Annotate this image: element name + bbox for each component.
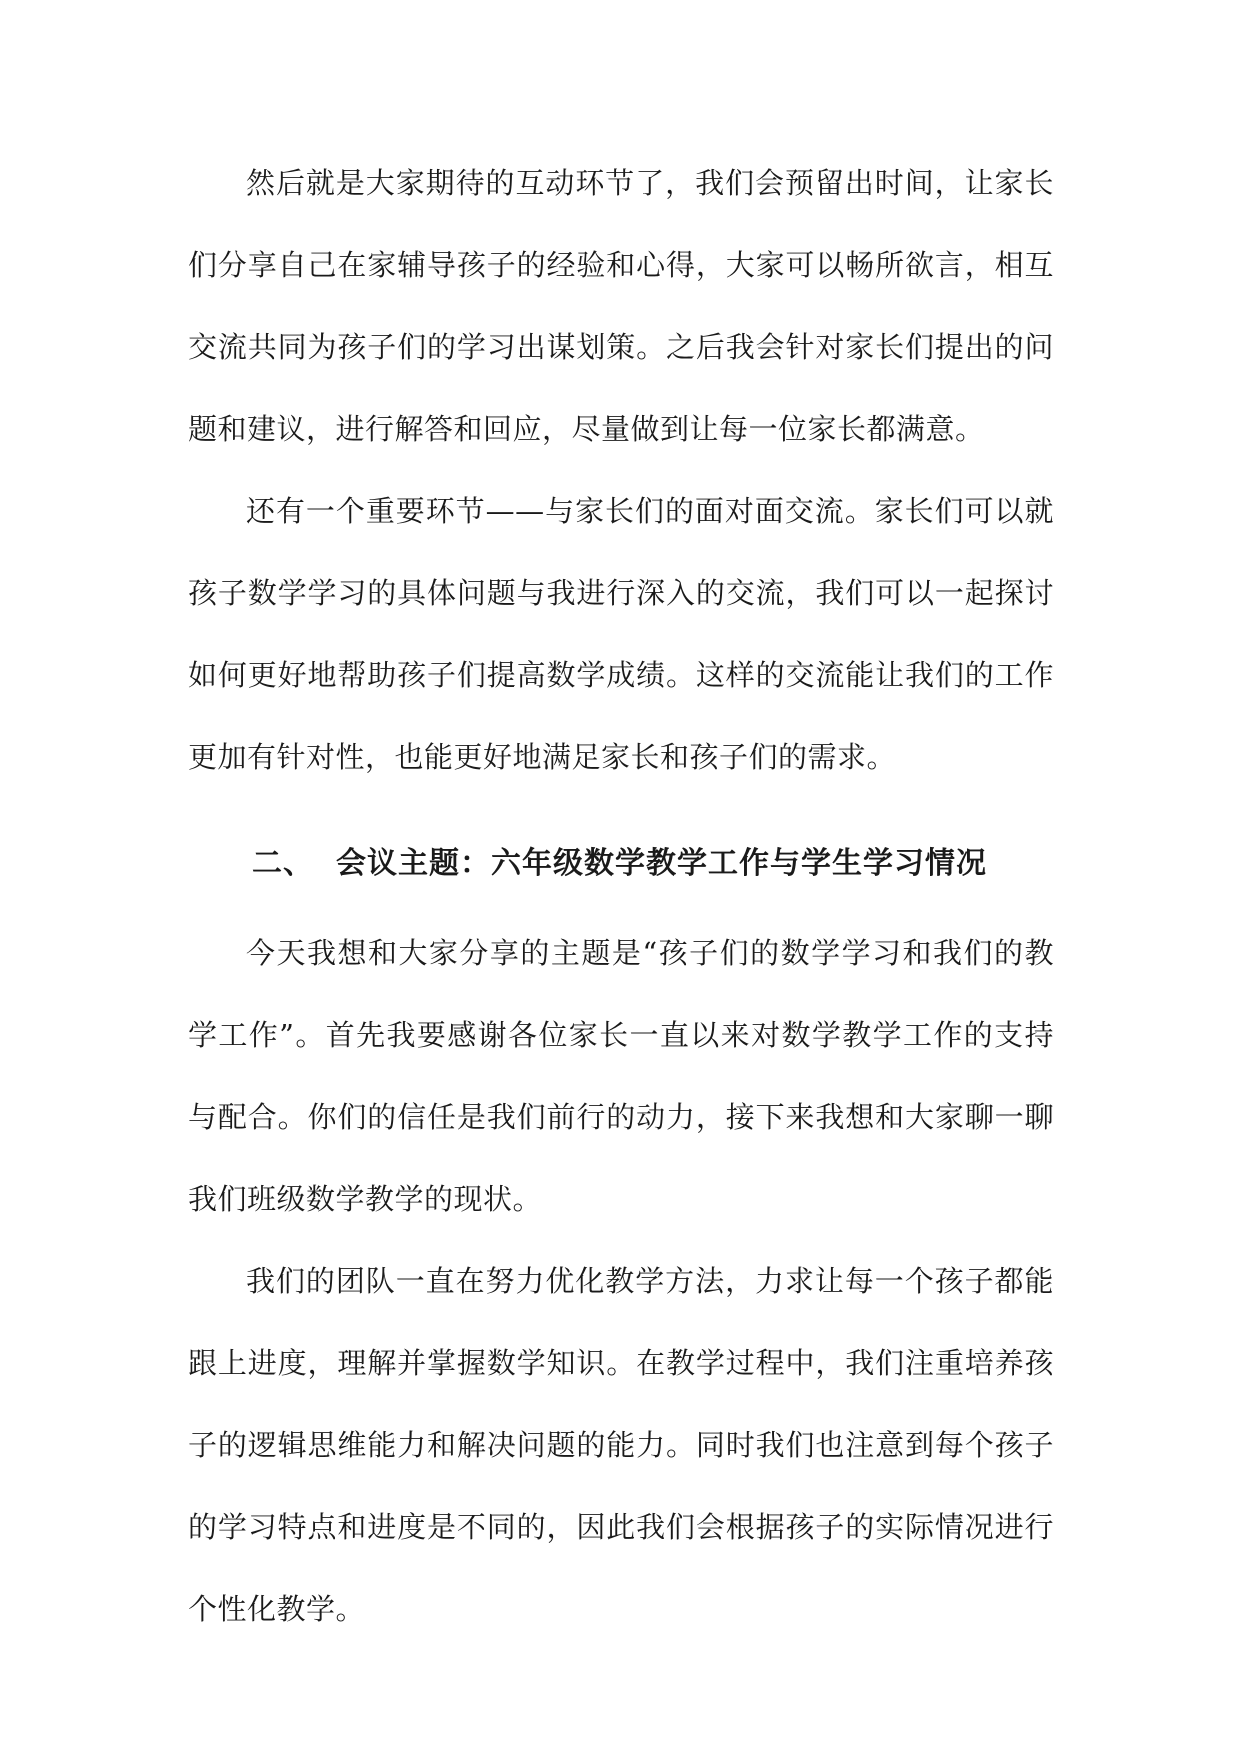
document-body	[188, 142, 1054, 1650]
section-number: 二、	[252, 846, 314, 881]
section-title: 会议主题：六年级数学教学工作与学生学习情况	[336, 846, 987, 881]
section-heading	[188, 816, 1054, 912]
paragraph-topic-intro: 今天我想和大家分享的主题是“孩子们的数学学习和我们的教学工作”。首先我要感谢各位家长一直以来对数学教学工作的支持与配合。你们的信任是我们前行的动力，接下来我想和大家聊一聊我们班级数学教学的现状。	[188, 936, 1054, 1216]
paragraph-interaction-session: 然后就是大家期待的互动环节了，我们会预留出时间，让家长们分享自己在家辅导孩子的经验和心得，大家可以畅所欲言，相互交流共同为孩子们的学习出谋划策。之后我会针对家长们提出的问题和建议，进行解答和回应，尽量做到让每一位家长都满意。	[188, 166, 1054, 446]
paragraph-face-to-face-exchange: 还有一个重要环节——与家长们的面对面交流。家长们可以就孩子数学学习的具体问题与我进行深入的交流，我们可以一起探讨如何更好地帮助孩子们提高数学成绩。这样的交流能让我们的工作更加有针对性，也能更好地满足家长和孩子们的需求。	[188, 494, 1054, 774]
paragraph-teaching-methods: 我们的团队一直在努力优化教学方法，力求让每一个孩子都能跟上进度，理解并掌握数学知识。在教学过程中，我们注重培养孩子的逻辑思维能力和解决问题的能力。同时我们也注意到每个孩子的学习特点和进度是不同的，因此我们会根据孩子的实际情况进行个性化教学。	[188, 1264, 1054, 1626]
